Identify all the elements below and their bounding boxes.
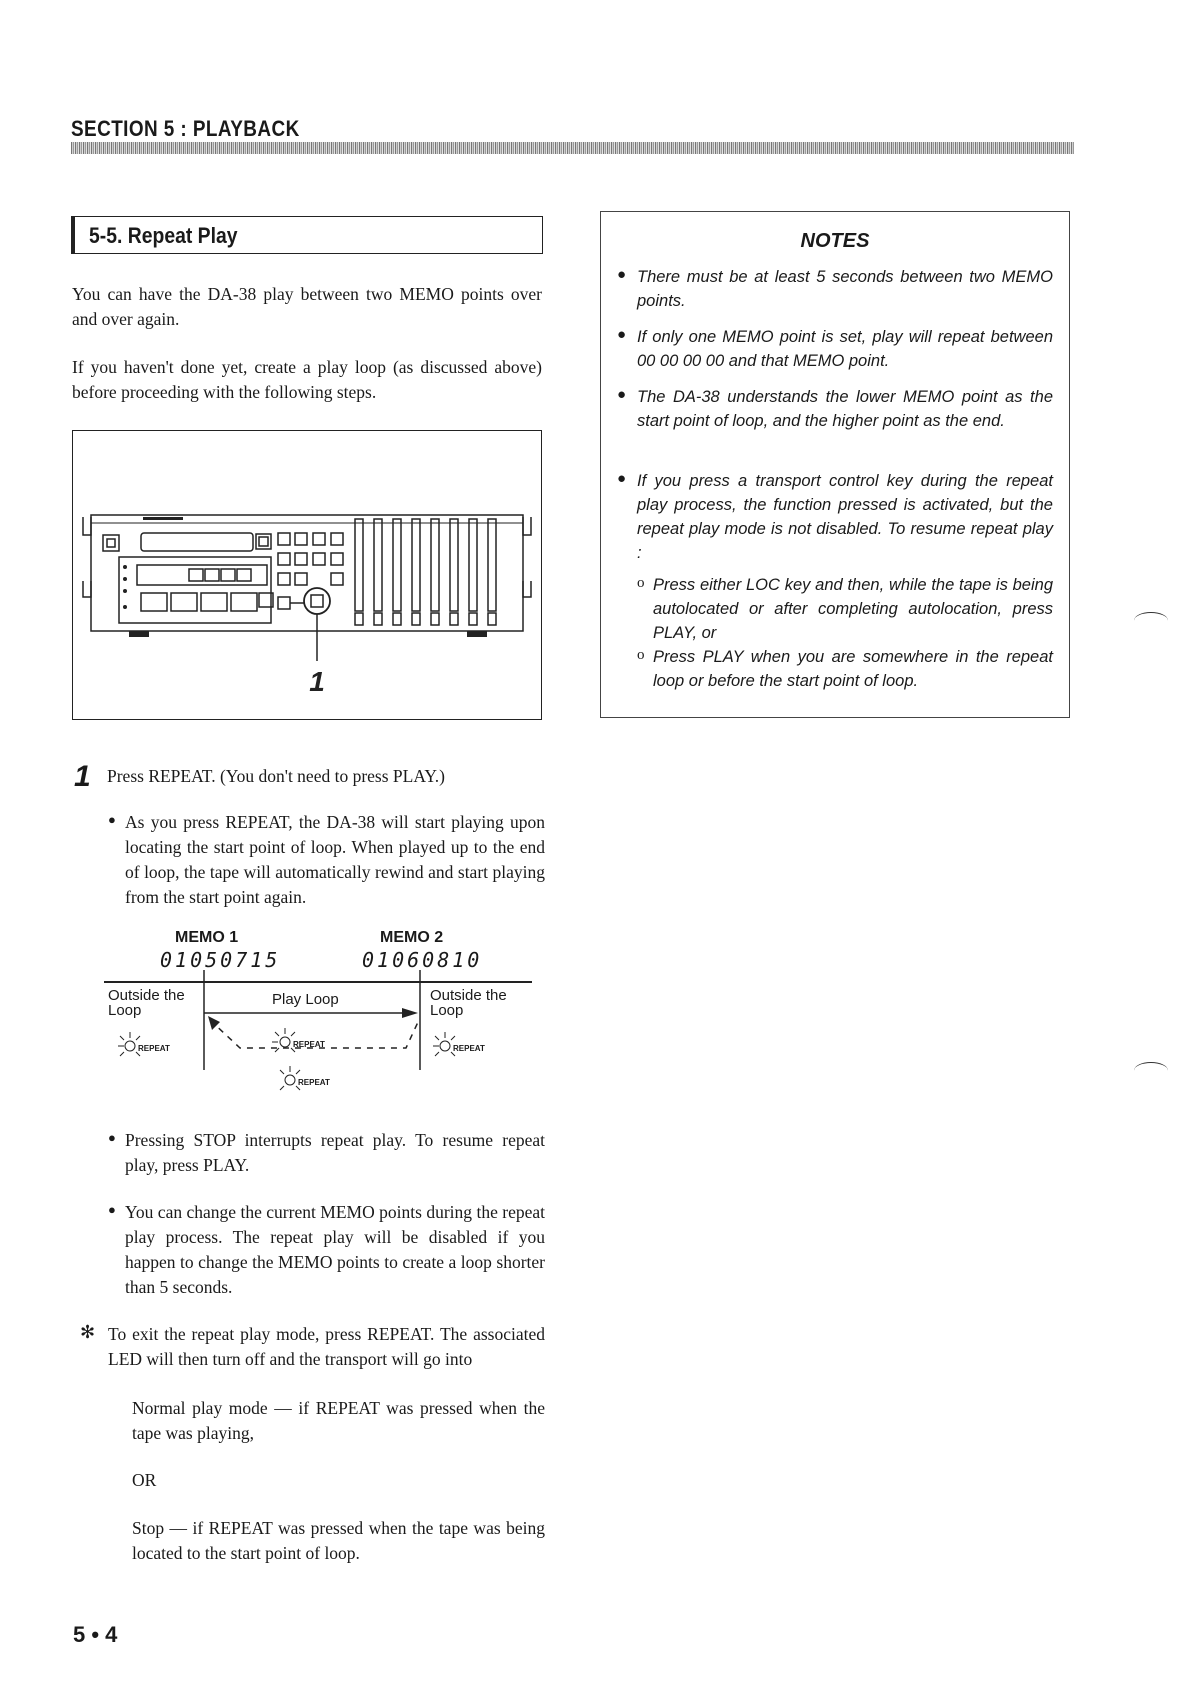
exit-note-or: OR — [132, 1470, 157, 1490]
outside-right-line1: Outside the — [430, 987, 507, 1004]
exit-note-normal: Normal play mode — if REPEAT was pressed when the tape was playing, — [132, 1398, 545, 1443]
outside-left-line1: Outside the — [108, 987, 185, 1004]
section-rule — [71, 142, 1074, 154]
page-number: 5 • 4 — [73, 1622, 118, 1647]
asterisk-mark: ✻ — [80, 1322, 96, 1342]
note-item-3: The DA-38 understands the lower MEMO point as the start point of loop, and the higher point as the end. — [637, 388, 1053, 430]
note-subitem-1: Press either LOC key and then, while the tape is being autolocated or after completing autolocation, press PLAY, or — [653, 576, 1053, 642]
step-number: 1 — [74, 760, 91, 793]
exit-note-text: To exit the repeat play mode, press REPEAT. The associated LED will then turn off and the transport will go into — [108, 1324, 545, 1369]
device-figure — [72, 430, 542, 720]
binding-mark — [1134, 1062, 1168, 1079]
note-sub-bullet: o — [637, 647, 645, 663]
repeat-led-label-loop: REPEAT — [293, 1040, 325, 1049]
notes-box — [600, 211, 1070, 718]
step-1-instruction: Press REPEAT. (You don't need to press PLAY.) — [107, 766, 445, 786]
memo2-label: MEMO 2 — [380, 929, 444, 946]
da38-front-panel-illustration — [73, 431, 541, 719]
memo2-value: 01060810 — [362, 948, 483, 972]
note-bullet: ● — [617, 267, 627, 283]
repeat-led-label-right: REPEAT — [453, 1044, 485, 1053]
outside-left-line2: Loop — [108, 1002, 142, 1019]
note-bullet: ● — [617, 387, 627, 403]
bullet: ● — [108, 1202, 116, 1217]
notes-title: NOTES — [800, 230, 870, 252]
section-heading: 5-5. Repeat Play — [89, 223, 238, 248]
outside-right-line2: Loop — [430, 1002, 464, 1019]
repeat-led-label-left: REPEAT — [138, 1044, 170, 1053]
play-loop-label: Play Loop — [272, 991, 339, 1008]
memo1-value: 01050715 — [160, 948, 281, 972]
bullet: ● — [108, 1130, 116, 1145]
exit-note-stop: Stop — if REPEAT was pressed when the tape was being located to the start point of loop. — [132, 1518, 545, 1563]
stop-bullet: Pressing STOP interrupts repeat play. To resume repeat play, press PLAY. — [125, 1130, 545, 1175]
note-item-1: There must be at least 5 seconds between two MEMO points. — [637, 268, 1053, 310]
note-item-2: If only one MEMO point is set, play will repeat between 00 00 00 00 and that MEMO point. — [637, 328, 1053, 370]
figure-callout-1: 1 — [309, 666, 325, 697]
note-bullet: ● — [617, 471, 627, 487]
note-bullet: ● — [617, 327, 627, 343]
memo-change-bullet: You can change the current MEMO points during the repeat play process. The repeat play will be disabled if you happen to change the MEMO points to create a loop shorter than 5 seconds. — [125, 1202, 545, 1297]
note-sub-bullet: o — [637, 575, 645, 591]
note-item-4: If you press a transport control key during the repeat play process, the function pressed is activated, but the repeat play mode is not disabled. To resume repeat play : — [637, 472, 1053, 562]
intro-paragraph-2: If you haven't done yet, create a play loop (as discussed above) before proceeding with the following steps. — [72, 357, 542, 402]
heading-box — [71, 216, 543, 254]
note-subitem-2: Press PLAY when you are somewhere in the repeat loop or before the start point of loop. — [653, 648, 1053, 690]
intro-paragraph-1: You can have the DA-38 play between two MEMO points over and over again. — [72, 284, 542, 329]
memo1-label: MEMO 1 — [175, 929, 239, 946]
section-title: SECTION 5 : PLAYBACK — [71, 116, 300, 141]
repeat-loop-diagram — [100, 930, 540, 1100]
repeat-led-label-bottom: REPEAT — [298, 1078, 330, 1087]
binding-mark — [1134, 612, 1168, 629]
bullet: ● — [108, 812, 116, 827]
step-1-bullet: As you press REPEAT, the DA-38 will start playing upon locating the start point of loop. When played up to the end of loop, the tape will automatically rewind and start playing from the start point again. — [125, 812, 545, 907]
